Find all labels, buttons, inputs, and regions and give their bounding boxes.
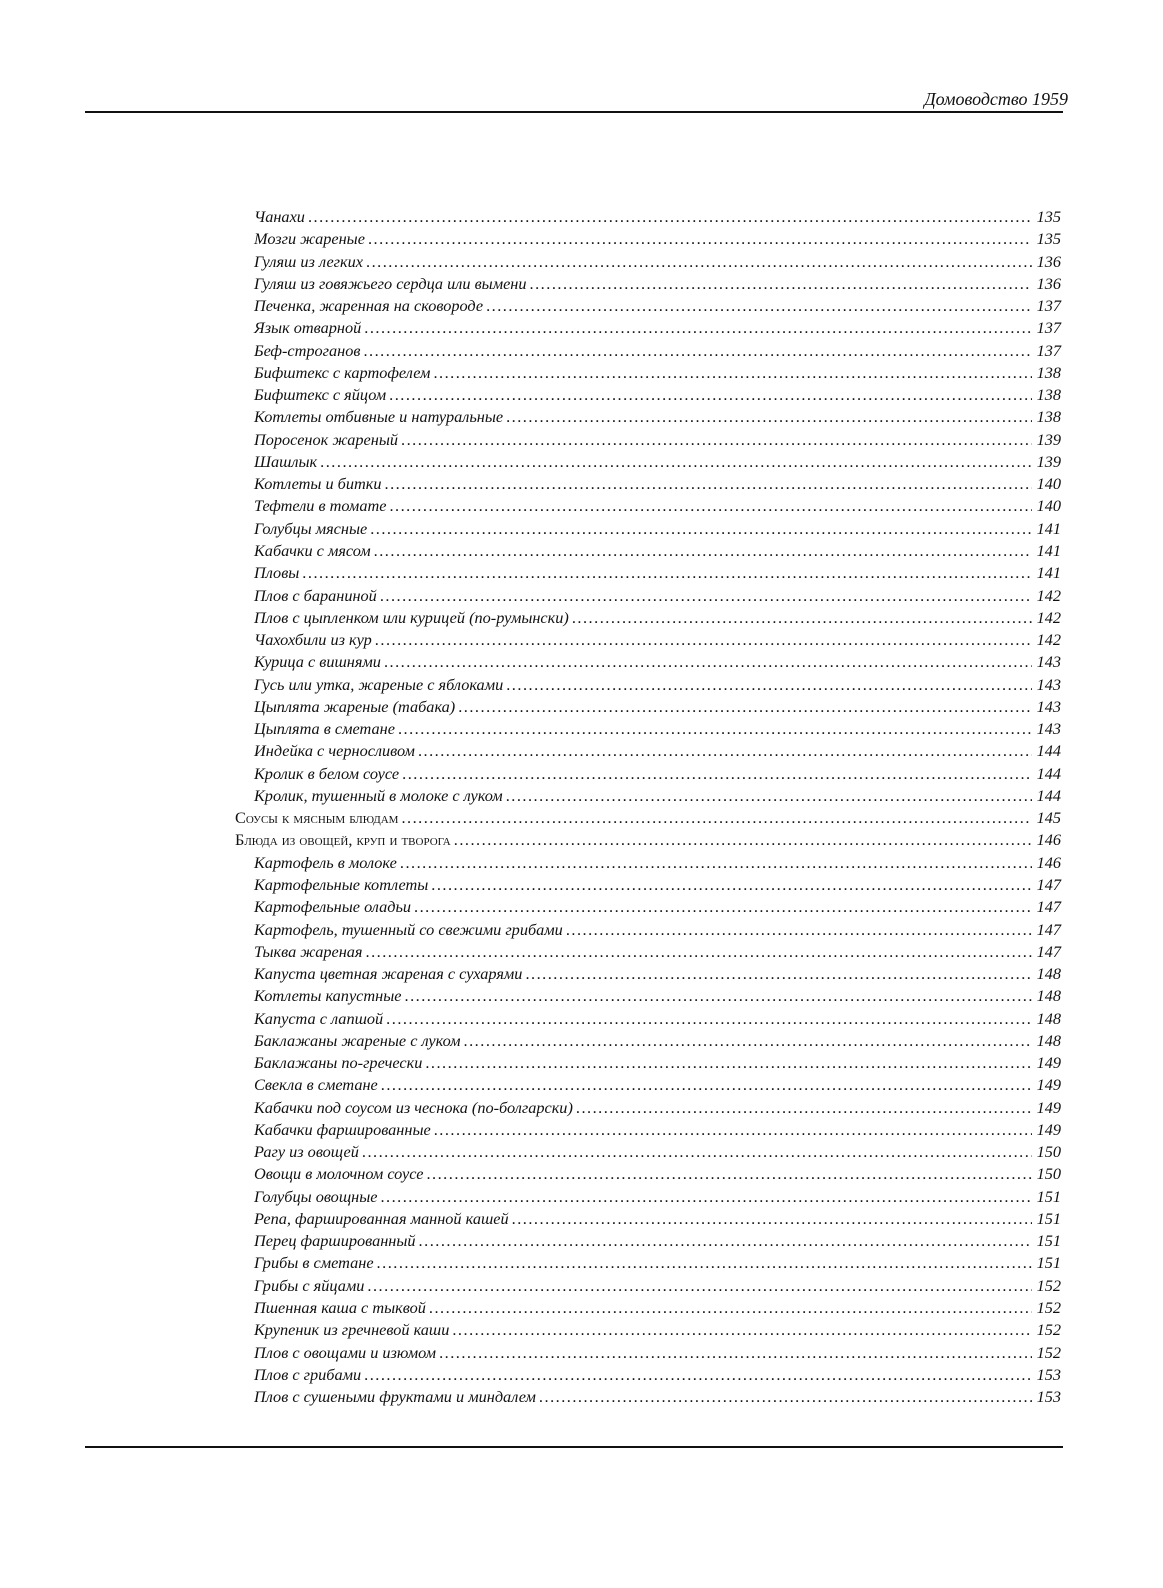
dot-leader [530, 273, 1032, 295]
toc-page-number: 140 [1036, 496, 1061, 516]
toc-entry-title: Язык отварной [254, 318, 362, 338]
toc-entry-title: Тыква жареная [254, 941, 363, 961]
dot-leader [367, 1275, 1032, 1297]
toc-page-number: 147 [1036, 897, 1061, 917]
toc-page-number: 152 [1036, 1275, 1061, 1295]
toc-entry[interactable] [235, 518, 1061, 540]
toc-page-number: 137 [1036, 318, 1061, 338]
toc-entry-title: Курица с вишнями [254, 652, 381, 672]
dot-leader [385, 473, 1032, 495]
toc-entry[interactable] [235, 896, 1061, 918]
toc-entry[interactable] [235, 1252, 1061, 1274]
toc-entry-title: Плов с цыпленком или курицей (по-румынски) [254, 607, 569, 627]
toc-entry[interactable] [235, 1074, 1061, 1096]
toc-entry[interactable] [235, 340, 1061, 362]
toc-entry-title: Печенка, жаренная на сковороде [254, 296, 484, 316]
toc-entry[interactable] [235, 384, 1061, 406]
toc-entry[interactable] [235, 1364, 1061, 1386]
toc-page-number: 138 [1036, 385, 1061, 405]
toc-page-number: 151 [1036, 1186, 1061, 1206]
dot-leader [452, 1319, 1032, 1341]
toc-entry[interactable] [235, 1030, 1061, 1052]
toc-entry-title: Цыплята в сметане [254, 719, 395, 739]
toc-page-number: 149 [1036, 1119, 1061, 1139]
toc-entry-title: Пшенная каша с тыквой [254, 1298, 426, 1318]
toc-page-number: 143 [1036, 674, 1061, 694]
dot-leader [320, 451, 1032, 473]
toc-entry[interactable] [235, 562, 1061, 584]
toc-entry-title: Капуста цветная жареная с сухарями [254, 964, 523, 984]
toc-entry[interactable] [235, 629, 1061, 651]
dot-leader [364, 317, 1032, 339]
toc-entry[interactable] [235, 585, 1061, 607]
dot-leader [363, 340, 1032, 362]
dot-leader [506, 406, 1032, 428]
toc-entry-title: Голубцы овощные [254, 1186, 378, 1206]
toc-entry[interactable] [235, 473, 1061, 495]
toc-entry[interactable] [235, 1141, 1061, 1163]
dot-leader [486, 295, 1032, 317]
table-of-contents [235, 206, 1061, 1408]
dot-leader [506, 674, 1032, 696]
toc-entry[interactable] [235, 763, 1061, 785]
dot-leader [389, 495, 1032, 517]
toc-entry[interactable] [235, 852, 1061, 874]
toc-entry[interactable] [235, 874, 1061, 896]
toc-entry-title: Кабачки с мясом [254, 540, 371, 560]
dot-leader [439, 1342, 1032, 1364]
dot-leader [539, 1386, 1032, 1408]
dot-leader [414, 896, 1032, 918]
dot-leader [380, 585, 1032, 607]
toc-page-number: 144 [1036, 741, 1061, 761]
toc-page-number: 151 [1036, 1208, 1061, 1228]
toc-entry[interactable] [235, 495, 1061, 517]
dot-leader [380, 1186, 1032, 1208]
dot-leader [426, 1163, 1032, 1185]
dot-leader [366, 251, 1032, 273]
dot-leader [398, 718, 1032, 740]
toc-entry-title: Плов с бараниной [254, 585, 377, 605]
toc-page-number: 150 [1036, 1142, 1061, 1162]
toc-entry-title: Кролик, тушенный в молоке с луком [254, 785, 503, 805]
header-rule [85, 111, 1063, 113]
dot-leader [377, 1252, 1032, 1274]
toc-entry[interactable] [235, 1297, 1061, 1319]
toc-entry-title: Плов с грибами [254, 1364, 362, 1384]
toc-entry-title: Перец фаршированный [254, 1231, 416, 1251]
toc-entry[interactable] [235, 607, 1061, 629]
dot-leader [506, 785, 1032, 807]
toc-page-number: 137 [1036, 296, 1061, 316]
toc-page-number: 150 [1036, 1164, 1061, 1184]
toc-page-number: 135 [1036, 207, 1061, 226]
toc-page-number: 145 [1036, 808, 1061, 828]
toc-entry[interactable] [235, 740, 1061, 762]
dot-leader [362, 1141, 1032, 1163]
toc-entry[interactable] [235, 1208, 1061, 1230]
toc-entry[interactable] [235, 941, 1061, 963]
toc-page-number: 148 [1036, 964, 1061, 984]
toc-page-number: 147 [1036, 941, 1061, 961]
dot-leader [576, 1097, 1032, 1119]
toc-entry-title: Гусь или утка, жареные с яблоками [254, 674, 504, 694]
toc-entry-title: Картофельные котлеты [254, 874, 429, 894]
dot-leader [419, 1230, 1032, 1252]
toc-entry[interactable] [235, 1386, 1061, 1408]
footer-rule [85, 1446, 1063, 1448]
toc-page-number: 152 [1036, 1320, 1061, 1340]
toc-section-entry[interactable] [235, 829, 1061, 851]
dot-leader [431, 874, 1032, 896]
toc-entry-title: Соусы к мясным блюдам [235, 808, 399, 828]
dot-leader [454, 829, 1032, 851]
toc-entry-title: Кабачки фаршированные [254, 1119, 431, 1139]
toc-entry-title: Свекла в сметане [254, 1075, 378, 1095]
dot-leader [302, 562, 1032, 584]
toc-page-number: 149 [1036, 1053, 1061, 1073]
dot-leader [375, 629, 1032, 651]
toc-entry[interactable] [235, 273, 1061, 295]
dot-leader [366, 941, 1033, 963]
toc-entry-title: Котлеты капустные [254, 986, 402, 1006]
dot-leader [368, 228, 1032, 250]
toc-page-number: 147 [1036, 874, 1061, 894]
toc-entry-title: Картофель, тушенный со свежими грибами [254, 919, 563, 939]
toc-entry-title: Блюда из овощей, круп и творога [235, 830, 451, 850]
dot-leader [464, 1030, 1032, 1052]
toc-page-number: 153 [1036, 1387, 1061, 1407]
toc-entry-title: Индейка с черносливом [254, 741, 415, 761]
toc-entry[interactable] [235, 1275, 1061, 1297]
toc-page-number: 142 [1036, 630, 1061, 650]
dot-leader [525, 963, 1032, 985]
toc-section-entry[interactable] [235, 807, 1061, 829]
dot-leader [400, 852, 1032, 874]
toc-entry[interactable] [235, 785, 1061, 807]
toc-entry[interactable] [235, 228, 1061, 250]
toc-entry[interactable] [235, 1163, 1061, 1185]
toc-page-number: 148 [1036, 1030, 1061, 1050]
toc-entry-title: Картофель в молоке [254, 852, 397, 872]
toc-entry[interactable] [235, 451, 1061, 473]
toc-page-number: 152 [1036, 1298, 1061, 1318]
toc-page-number: 146 [1036, 852, 1061, 872]
dot-leader [572, 607, 1032, 629]
dot-leader [308, 206, 1032, 228]
dot-leader [386, 1008, 1032, 1030]
toc-page-number: 149 [1036, 1075, 1061, 1095]
dot-leader [381, 1074, 1032, 1096]
toc-entry-title: Мозги жареные [254, 229, 365, 249]
toc-page-number: 148 [1036, 1008, 1061, 1028]
toc-entry-title: Рагу из овощей [254, 1142, 359, 1162]
dot-leader [364, 1364, 1032, 1386]
toc-entry[interactable] [235, 696, 1061, 718]
toc-entry[interactable] [235, 251, 1061, 273]
toc-entry-title: Бифштекс с картофелем [254, 362, 431, 382]
dot-leader [433, 362, 1032, 384]
toc-entry[interactable] [235, 1119, 1061, 1141]
toc-entry-title: Гуляш из говяжьего сердца или вымени [254, 273, 527, 293]
toc-entry[interactable] [235, 1230, 1061, 1252]
toc-entry[interactable] [235, 718, 1061, 740]
toc-entry[interactable] [235, 1186, 1061, 1208]
toc-page-number: 147 [1036, 919, 1061, 939]
toc-entry-title: Пловы [254, 563, 300, 583]
dot-leader [384, 651, 1032, 673]
toc-page-number: 141 [1036, 540, 1061, 560]
toc-entry[interactable] [235, 429, 1061, 451]
toc-entry-title: Тефтели в томате [254, 496, 387, 516]
toc-entry-title: Грибы с яйцами [254, 1275, 365, 1295]
dot-leader [566, 919, 1032, 941]
toc-entry-title: Плов с сушеными фруктами и миндалем [254, 1387, 536, 1407]
toc-entry-title: Грибы в сметане [254, 1253, 374, 1273]
dot-leader [429, 1297, 1032, 1319]
toc-entry-title: Крупеник из гречневой каши [254, 1320, 450, 1340]
toc-entry[interactable] [235, 674, 1061, 696]
toc-page-number: 151 [1036, 1253, 1061, 1273]
dot-leader [401, 429, 1032, 451]
toc-page-number: 142 [1036, 585, 1061, 605]
toc-entry-title: Кролик в белом соусе [254, 763, 400, 783]
toc-entry[interactable] [235, 1342, 1061, 1364]
toc-page-number: 142 [1036, 607, 1061, 627]
toc-page-number: 139 [1036, 429, 1061, 449]
toc-page-number: 141 [1036, 518, 1061, 538]
dot-leader [402, 763, 1032, 785]
dot-leader [458, 696, 1032, 718]
toc-entry-title: Овощи в молочном соусе [254, 1164, 424, 1184]
toc-entry-title: Чанахи [254, 207, 305, 226]
toc-entry-title: Капуста с лапшой [254, 1008, 384, 1028]
toc-entry[interactable] [235, 651, 1061, 673]
toc-page-number: 136 [1036, 251, 1061, 271]
toc-entry[interactable] [235, 295, 1061, 317]
toc-entry[interactable] [235, 206, 1061, 228]
toc-entry-title: Плов с овощами и изюмом [254, 1342, 437, 1362]
toc-page-number: 144 [1036, 763, 1061, 783]
toc-page-number: 143 [1036, 719, 1061, 739]
toc-page-number: 143 [1036, 652, 1061, 672]
toc-page-number: 139 [1036, 451, 1061, 471]
dot-leader [434, 1119, 1032, 1141]
toc-entry[interactable] [235, 1097, 1061, 1119]
toc-entry-title: Репа, фаршированная манной кашей [254, 1208, 509, 1228]
toc-entry-title: Цыплята жареные (табака) [254, 696, 456, 716]
toc-page-number: 136 [1036, 273, 1061, 293]
dot-leader [405, 985, 1033, 1007]
toc-entry-title: Голубцы мясные [254, 518, 368, 538]
toc-entry-title: Кабачки под соусом из чеснока (по-болгарски) [254, 1097, 573, 1117]
toc-page-number: 151 [1036, 1231, 1061, 1251]
toc-entry-title: Поросенок жареный [254, 429, 399, 449]
toc-entry-title: Беф-строганов [254, 340, 361, 360]
toc-page-number: 149 [1036, 1097, 1061, 1117]
toc-page-number: 138 [1036, 407, 1061, 427]
toc-entry[interactable] [235, 540, 1061, 562]
toc-entry-title: Бифштекс с яйцом [254, 385, 387, 405]
toc-page-number: 137 [1036, 340, 1061, 360]
toc-entry[interactable] [235, 362, 1061, 384]
dot-leader [370, 518, 1032, 540]
toc-entry[interactable] [235, 406, 1061, 428]
toc-entry-title: Баклажаны жареные с луком [254, 1030, 461, 1050]
dot-leader [512, 1208, 1032, 1230]
toc-page-number: 140 [1036, 474, 1061, 494]
toc-page-number: 141 [1036, 563, 1061, 583]
toc-page-number: 153 [1036, 1364, 1061, 1384]
dot-leader [374, 540, 1032, 562]
toc-entry-title: Баклажаны по-гречески [254, 1053, 423, 1073]
toc-entry-title: Котлеты и битки [254, 474, 382, 494]
dot-leader [401, 807, 1032, 829]
toc-entry-title: Котлеты отбивные и натуральные [254, 407, 504, 427]
dot-leader [425, 1052, 1032, 1074]
toc-entry-title: Шашлык [254, 451, 318, 471]
toc-entry-title: Гуляш из легких [254, 251, 364, 271]
toc-entry-title: Картофельные оладьи [254, 897, 412, 917]
toc-entry-title: Чахохбили из кур [254, 630, 372, 650]
running-title: Домоводство 1959 [924, 89, 1068, 109]
toc-page-number: 135 [1036, 229, 1061, 249]
toc-entry[interactable] [235, 1052, 1061, 1074]
toc-page-number: 146 [1036, 830, 1061, 850]
toc-page-number: 152 [1036, 1342, 1061, 1362]
toc-entry[interactable] [235, 963, 1061, 985]
toc-page-number: 143 [1036, 696, 1061, 716]
toc-entry[interactable] [235, 919, 1061, 941]
toc-entry[interactable] [235, 985, 1061, 1007]
toc-page-number: 138 [1036, 362, 1061, 382]
toc-entry[interactable] [235, 317, 1061, 339]
toc-page-number: 144 [1036, 785, 1061, 805]
dot-leader [418, 740, 1032, 762]
toc-entry[interactable] [235, 1319, 1061, 1341]
dot-leader [389, 384, 1032, 406]
toc-page-number: 148 [1036, 986, 1061, 1006]
toc-entry[interactable] [235, 1008, 1061, 1030]
